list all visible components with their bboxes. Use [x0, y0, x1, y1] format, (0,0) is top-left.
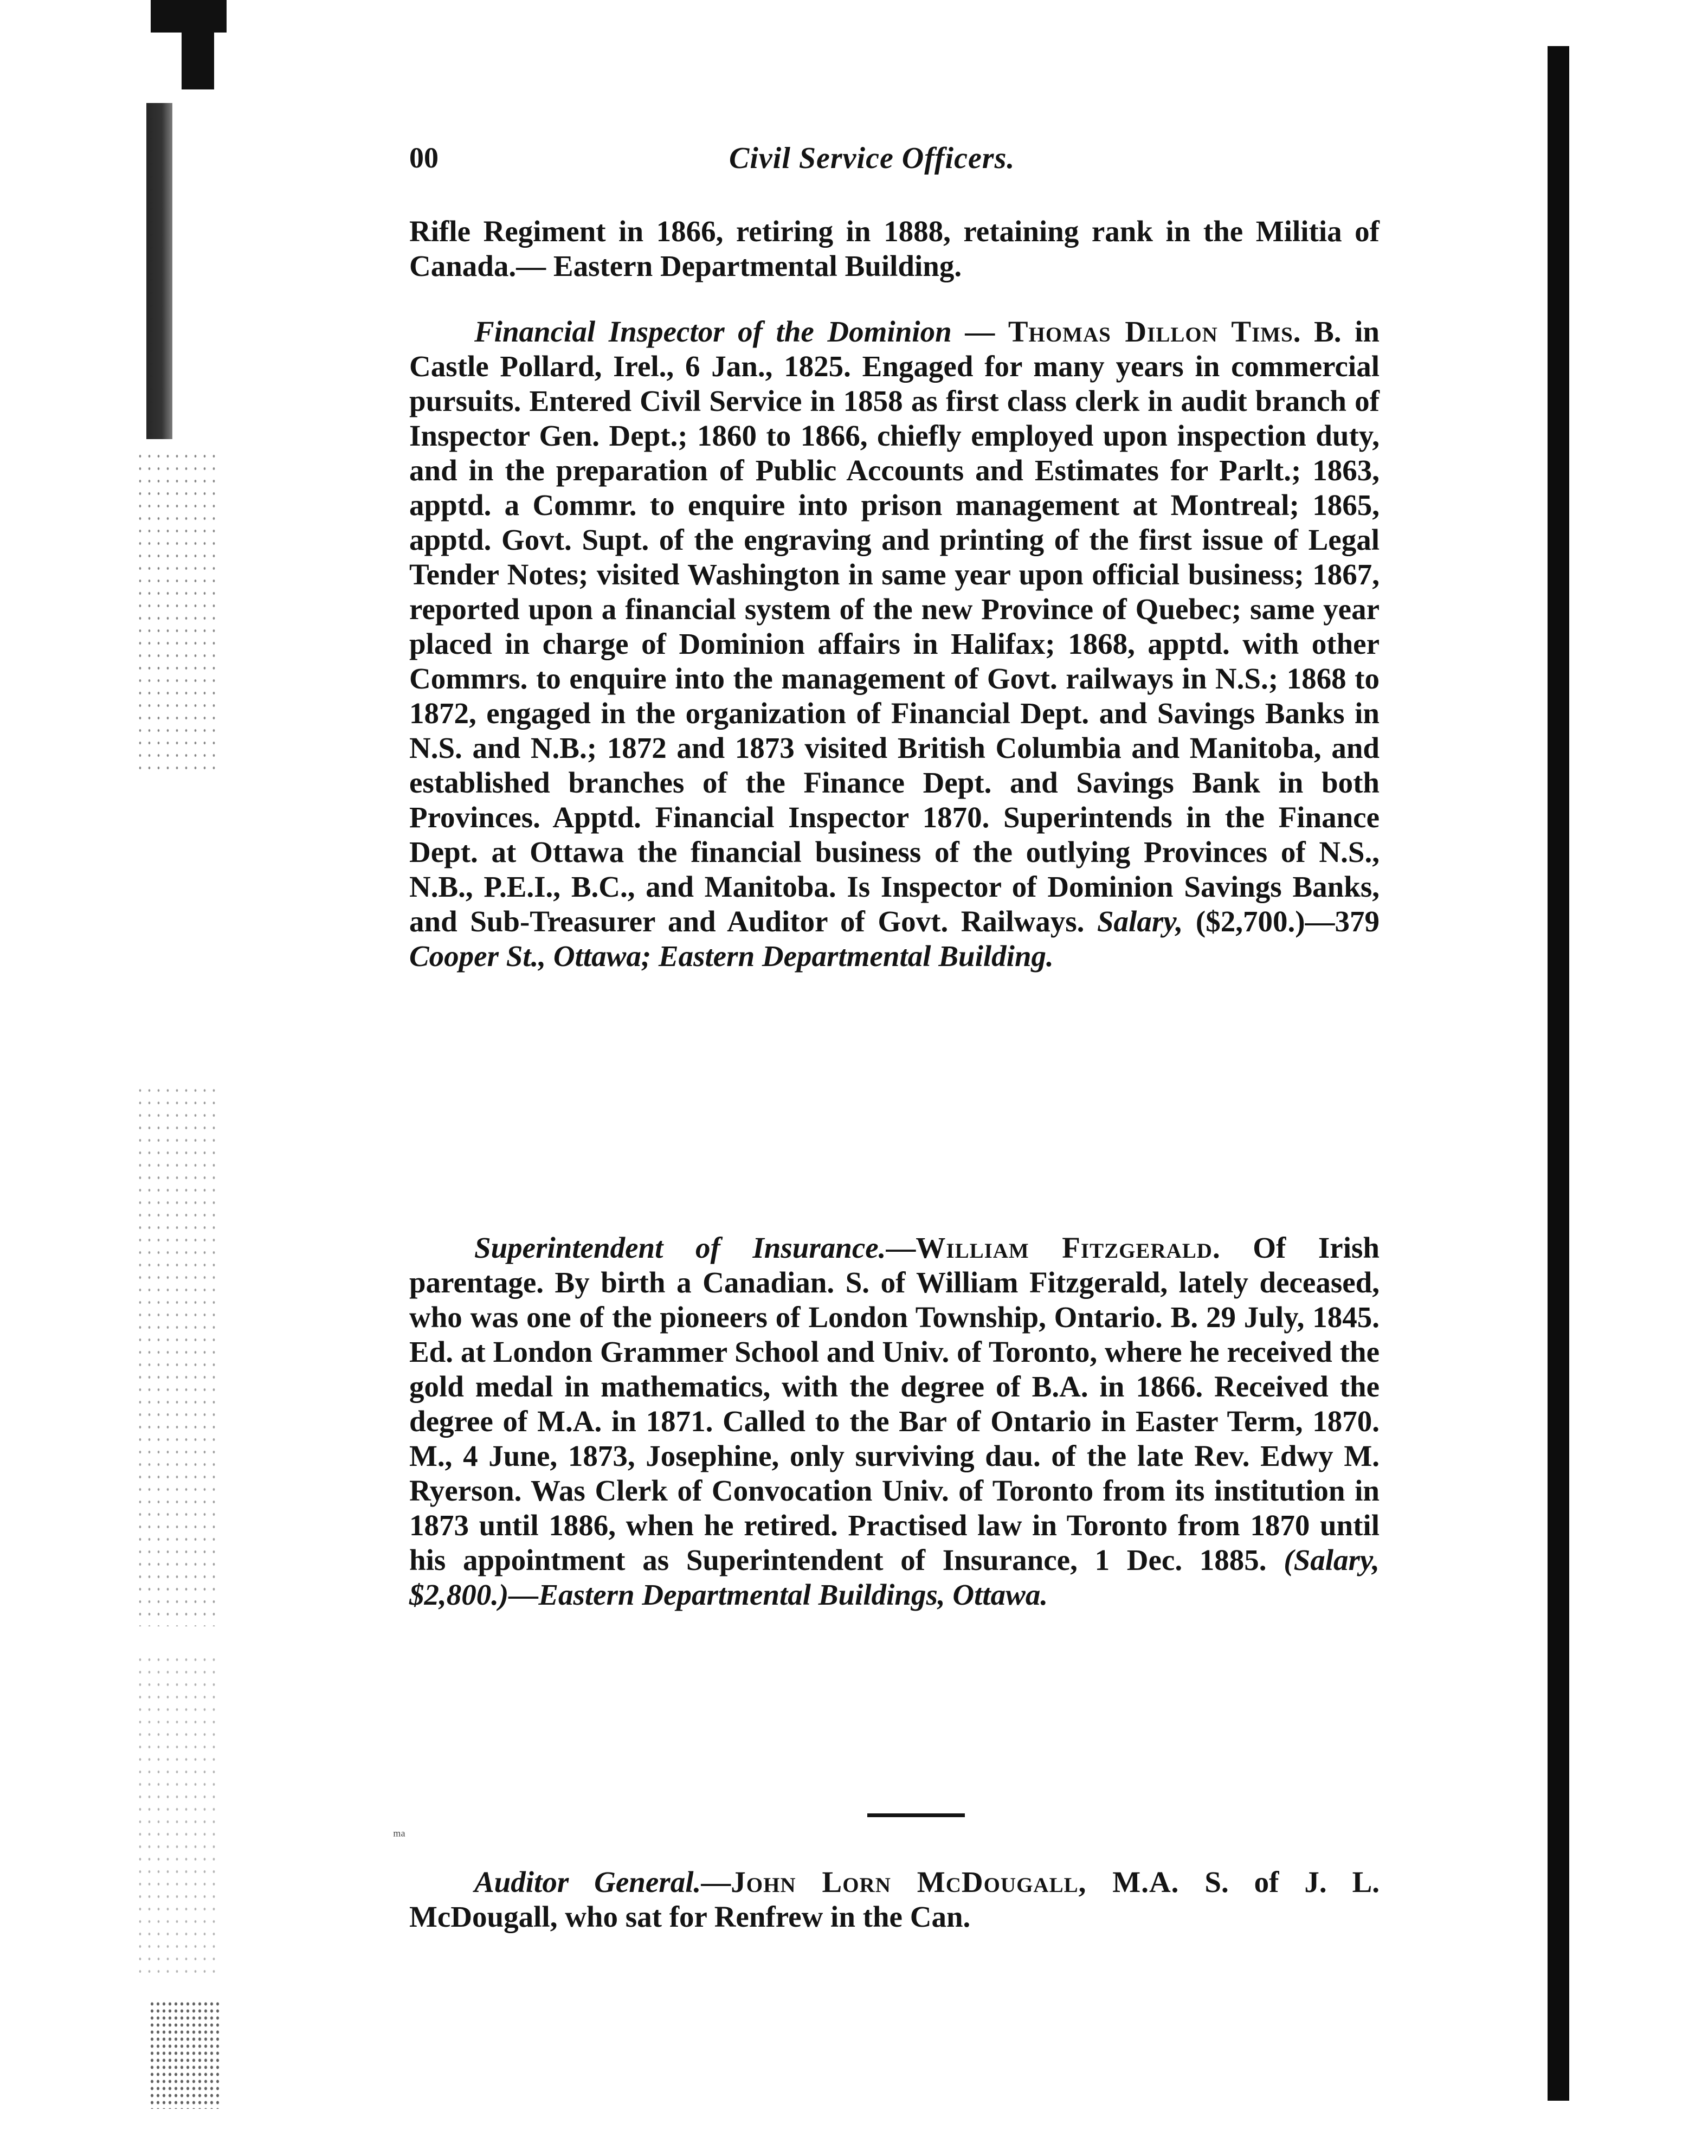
entry-tims-paragraph: Financial Inspector of the Dominion — Thomas Dillon Tims. B. in Castle Pollard, Irel., 6 Jan., 1825. Engaged for many years in commercial pursuits. Entered Civil Service in 1858 as first class clerk in audit branch of Inspector Gen. Dept.; 1860 to 1866, chiefly employed upon inspection duty, and in the preparation of Public Accounts and Estimates for Parlt.; 1863, apptd. a Commr. to enquire into prison management at Montreal; 1865, apptd. Govt. Supt. of the engraving and printing of the first issue of Legal Tender Notes; visited Washington in same year upon official business; 1867, reported upon a financial system of the new Province of Quebec; same year placed in charge of Dominion affairs in Halifax; 1868, apptd. with other Commrs. to enquire into the management of Govt. railways in N.S.; 1868 to 1872, engaged in the organization of Financial Dept. and Savings Banks in N.S. and N.B.; 1872 and 1873 visited British Columbia and Manitoba, and established branches of the Finance Dept. and Savings Bank in both Provinces. Apptd. Financial Inspector 1870. Superintends in the Finance Dept. at Ottawa the financial business of the outlying Provinces of N.S., N.B., P.E.I., B.C., and Manitoba. Is Inspector of Dominion Savings Banks, and Sub-Treasurer and Auditor of Govt. Railways. Salary, ($2,700.)—379 Cooper St., Ottawa; Eastern Departmental Building. — [409, 315, 1380, 973]
scan-artifact-right-bar — [1548, 46, 1569, 2101]
entry-mcdougall-paragraph: Auditor General.—John Lorn McDougall, M.A. S. of J. L. McDougall, who sat for Renfrew in the Can. — [409, 1865, 1380, 1933]
entry-tims — [409, 314, 1380, 974]
entry-mcdougall — [409, 1865, 1380, 1934]
entry-mcdougall-role: Auditor General. — [474, 1865, 701, 1898]
continuation-paragraph — [409, 214, 1380, 284]
entry-fitzgerald-role: Superintendent of Insurance. — [474, 1231, 886, 1264]
entry-tims-role: Financial Inspector of the Dominion — [474, 315, 952, 348]
scan-artifact-left-edge — [146, 103, 172, 439]
continuation-text: Rifle Regiment in 1866, retiring in 1888, retaining rank in the Militia of Canada.— Eastern Departmental Building. — [409, 215, 1380, 282]
entry-tims-salary-label: Salary, — [1097, 905, 1183, 938]
page-header — [409, 141, 1401, 190]
section-divider — [867, 1813, 965, 1817]
scan-artifact-top-tab — [182, 0, 214, 89]
entry-tims-name: Thomas Dillon Tims — [1008, 315, 1293, 348]
page-number: 00 — [409, 141, 439, 174]
entry-mcdougall-name: John Lorn McDougall, M.A. — [731, 1865, 1180, 1898]
stray-mark: ᵐᵃ — [393, 1827, 405, 1845]
entry-fitzgerald-paragraph: Superintendent of Insurance.—William Fitzgerald. Of Irish parentage. By birth a Canadian. S. of William Fitzgerald, lately deceased, who was one of the pioneers of London Township, Ontario. B. 29 July, 1845. Ed. at London Grammer School and Univ. of Toronto, where he received the gold medal in mathematics, with the degree of B.A. in 1866. Received the degree of M.A. in 1871. Called to the Bar of Ontario in Easter Term, 1870. M., 4 June, 1873, Josephine, only surviving dau. of the late Rev. Edwy M. Ryerson. Was Clerk of Convocation Univ. of Toronto from its institution in 1873 until 1886, when he retired. Practised law in Toronto from 1870 until his appointment as Superintendent of Insurance, 1 Dec. 1885. (Salary, $2,800.)—Eastern Departmental Buildings, Ottawa. — [409, 1231, 1380, 1611]
entry-fitzgerald-address: —Eastern Departmental Buildings, Ottawa. — [508, 1578, 1048, 1611]
scan-noise-upper — [136, 450, 217, 775]
scan-artifact-bottom — [149, 2000, 220, 2109]
scan-noise-middle — [136, 1084, 217, 1626]
entry-mcdougall-body: S. of J. L. McDougall, who sat for Renfrew in the Can. — [409, 1865, 1380, 1933]
entry-fitzgerald-name: William Fitzgerald. — [916, 1231, 1221, 1264]
entry-fitzgerald — [409, 1231, 1380, 1612]
entry-fitzgerald-salary: (Salary, $2,800.) — [409, 1543, 1380, 1611]
running-head: Civil Service Officers. — [729, 141, 1015, 175]
scan-noise-lower — [136, 1653, 217, 1979]
entry-tims-body: . B. in Castle Pollard, Irel., 6 Jan., 1825. Engaged for many years in commercial pursuits. Entered Civil Service in 1858 as first class clerk in audit branch of Inspector Gen. Dept.; 1860 to 1866, chiefly employed upon inspection duty, and in the preparation of Public Accounts and Estimates for Parlt.; 1863, apptd. a Commr. to enquire into prison management at Montreal; 1865, apptd. Govt. Supt. of the engraving and printing of the first issue of Legal Tender Notes; visited Washington in same year upon official business; 1867, reported upon a financial system of the new Province of Quebec; same year placed in charge of Dominion affairs in Halifax; 1868, apptd. with other Commrs. to enquire into the management of Govt. railways in N.S.; 1868 to 1872, engaged in the organization of Financial Dept. and Savings Banks in N.S. and N.B.; 1872 and 1873 visited British Columbia and Manitoba, and established branches of the Finance Dept. and Savings Bank in both Provinces. Apptd. Financial Inspector 1870. Superintends in the Finance Dept. at Ottawa the financial business of the outlying Provinces of N.S., N.B., P.E.I., B.C., and Manitoba. Is Inspector of Dominion Savings Banks, and Sub-Treasurer and Auditor of Govt. Railways. — [409, 315, 1380, 938]
entry-tims-salary: ($2,700.)—379 — [1183, 905, 1380, 938]
entry-fitzgerald-body: Of Irish parentage. By birth a Canadian. S. of William Fitzgerald, lately deceased, who was one of the pioneers of London Township, Ontario. B. 29 July, 1845. Ed. at London Grammer School and Univ. of Toronto, where he received the gold medal in mathematics, with the degree of B.A. in 1866. Received the degree of M.A. in 1871. Called to the Bar of Ontario in Easter Term, 1870. M., 4 June, 1873, Josephine, only surviving dau. of the late Rev. Edwy M. Ryerson. Was Clerk of Convocation Univ. of Toronto from its institution in 1873 until 1886, when he retired. Practised law in Toronto from 1870 until his appointment as Superintendent of Insurance, 1 Dec. 1885. — [409, 1231, 1380, 1576]
entry-tims-address: Cooper St., Ottawa; Eastern Departmental Building. — [409, 939, 1054, 973]
